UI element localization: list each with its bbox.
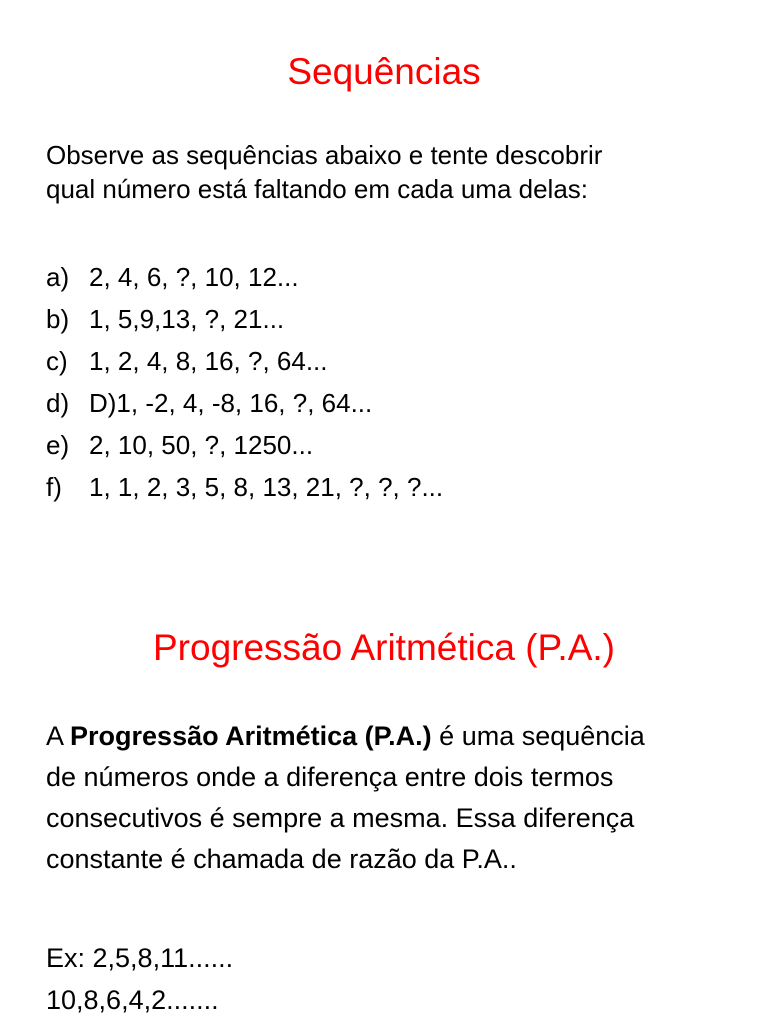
sequence-text: 1, 2, 4, 8, 16, ?, 64... bbox=[89, 346, 328, 376]
definition-line-2: de números onde a diferença entre dois termos bbox=[46, 762, 614, 792]
list-item bbox=[46, 382, 443, 424]
section-title-sequencias: Sequências bbox=[287, 51, 481, 92]
sequence-text: 1, 5,9,13, ?, 21... bbox=[89, 304, 285, 334]
definition-paragraph bbox=[46, 716, 746, 880]
definition-bold-term: Progressão Aritmética (P.A.) bbox=[70, 721, 432, 751]
examples-block bbox=[46, 937, 233, 1021]
intro-line-1: Observe as sequências abaixo e tente descobrir bbox=[46, 140, 603, 170]
intro-paragraph bbox=[46, 138, 736, 206]
list-marker: c) bbox=[46, 346, 68, 376]
sequence-text: 1, 1, 2, 3, 5, 8, 13, 21, ?, ?, ?... bbox=[89, 472, 444, 502]
list-item bbox=[46, 466, 443, 508]
example-line-1: Ex: 2,5,8,11...... bbox=[46, 943, 234, 973]
sequence-text: 2, 10, 50, ?, 1250... bbox=[89, 430, 314, 460]
definition-line-3: consecutivos é sempre a mesma. Essa diferença bbox=[46, 803, 635, 833]
list-item bbox=[46, 340, 443, 382]
list-marker: e) bbox=[46, 430, 70, 460]
definition-line-4: constante é chamada de razão da P.A.. bbox=[46, 844, 517, 874]
sequence-list bbox=[46, 256, 443, 508]
list-marker: d) bbox=[46, 388, 70, 418]
definition-line-1 bbox=[46, 716, 746, 757]
list-item bbox=[46, 298, 443, 340]
example-line-2: 10,8,6,4,2....... bbox=[46, 985, 219, 1015]
intro-line-2: qual número está faltando em cada uma delas: bbox=[46, 174, 589, 204]
list-item bbox=[46, 424, 443, 466]
definition-line-1-suffix: é uma sequência bbox=[431, 721, 645, 751]
list-marker: a) bbox=[46, 262, 70, 292]
definition-prefix: A bbox=[46, 721, 71, 751]
list-marker: b) bbox=[46, 304, 70, 334]
section-title-progressao-aritmetica: Progressão Aritmética (P.A.) bbox=[153, 627, 615, 668]
sequence-text: 2, 4, 6, ?, 10, 12... bbox=[89, 262, 299, 292]
sequence-text: D)1, -2, 4, -8, 16, ?, 64... bbox=[89, 388, 373, 418]
list-marker: f) bbox=[46, 472, 62, 502]
list-item bbox=[46, 256, 443, 298]
